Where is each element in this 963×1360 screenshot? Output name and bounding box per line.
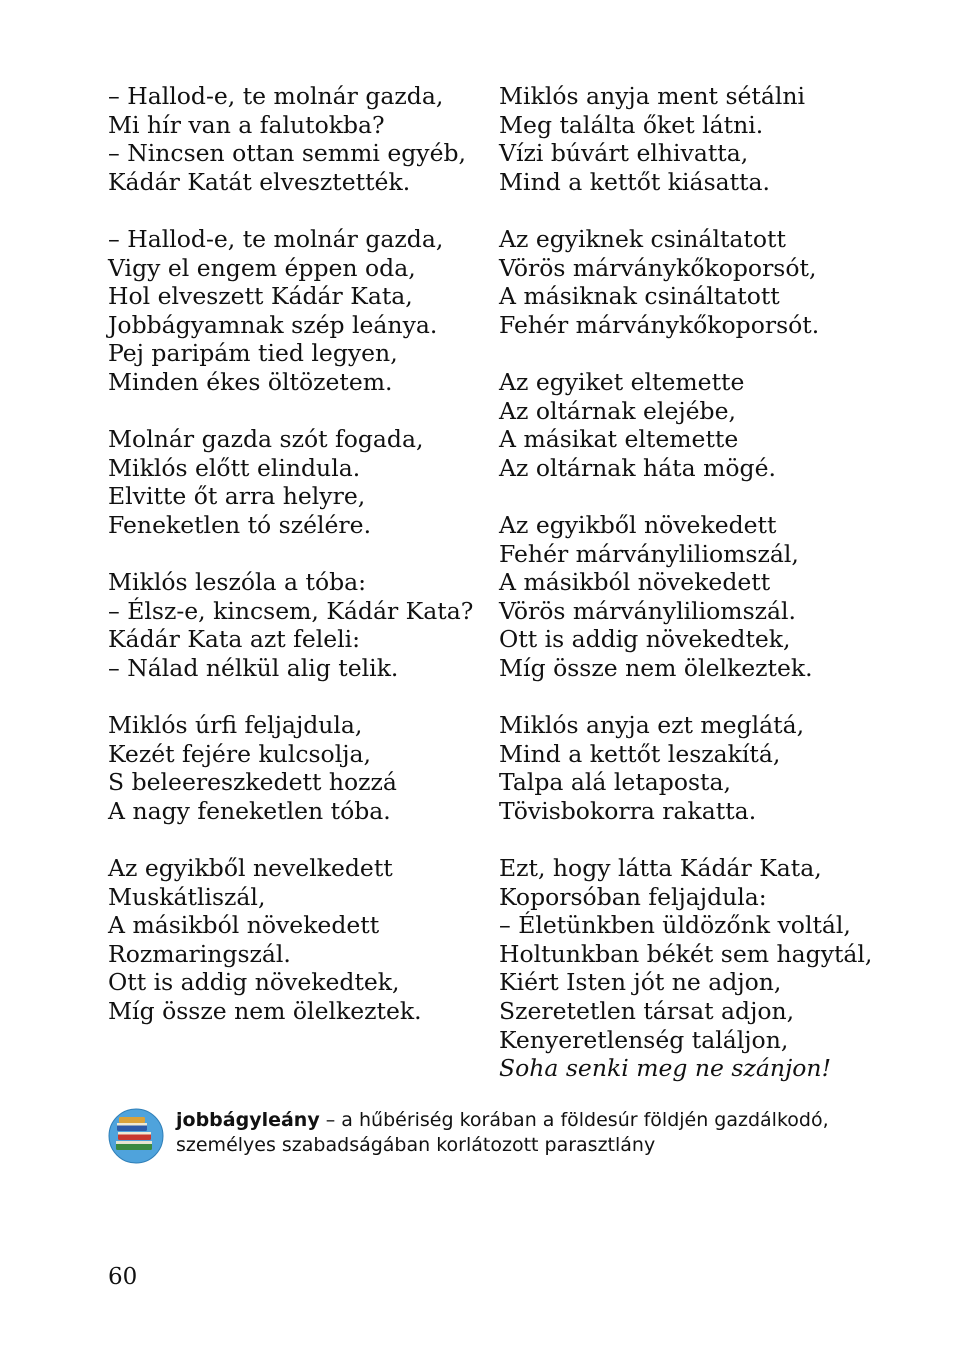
poem-line: Hol elveszett Kádár Kata, — [108, 282, 413, 311]
poem-line: – Élsz-e, kincsem, Kádár Kata? — [108, 596, 474, 625]
poem-line: Feneketlen tó szélére. — [108, 510, 372, 539]
poem-line: – Életünkben üldözőnk voltál, — [499, 911, 851, 940]
poem-line: Vörös márványkőkoporsót, — [499, 253, 817, 282]
poem-line: Elvitte őt arra helyre, — [108, 482, 366, 511]
glossary-note — [108, 1108, 908, 1164]
page-number: 60 — [108, 1264, 138, 1290]
poem-line: Pej paripám tied legyen, — [108, 339, 398, 368]
stanza — [499, 225, 872, 339]
poem-line: Míg össze nem ölelkeztek. — [108, 997, 422, 1025]
poem-line: Míg össze nem ölelkeztek. — [499, 653, 813, 682]
poem-line: Miklós anyja ment sétálni — [499, 82, 806, 110]
stanza — [108, 711, 473, 825]
poem-line: Az egyiknek csináltatott — [499, 224, 786, 253]
poem-line: Kádár Kata azt feleli: — [108, 625, 361, 654]
poem-line: – Hallod-e, te molnár gazda, — [108, 82, 444, 110]
books-icon — [108, 1108, 164, 1164]
stanza — [108, 225, 473, 397]
poem-line: Kádár Katát elvesztették. — [108, 167, 411, 196]
poem-left-column — [108, 82, 473, 1054]
poem-line: A másikból növekedett — [499, 568, 771, 597]
poem-line: Az egyikből nevelkedett — [108, 854, 393, 883]
glossary-term: jobbágyleány — [176, 1109, 320, 1131]
poem-line: A másikat eltemette — [499, 425, 739, 454]
poem-line: Tövisbokorra rakatta. — [499, 796, 757, 825]
poem-line: S beleereszkedett hozzá — [108, 768, 397, 797]
poem-line: A másikból növekedett — [108, 911, 380, 940]
poem-line: Fehér márványliliomszál, — [499, 539, 799, 568]
poem-line: Holtunkban békét sem hagytál, — [499, 939, 873, 968]
poem-line: Ott is addig növekedtek, — [108, 968, 400, 997]
poem-line: Szeretetlen társat adjon, — [499, 997, 795, 1025]
poem-line: Mind a kettőt kiásatta. — [499, 167, 771, 196]
poem-line: A másiknak csináltatott — [499, 282, 780, 311]
poem-line: Vörös márványliliomszál. — [499, 596, 797, 625]
poem-line: Molnár gazda szót fogada, — [108, 425, 424, 454]
stanza — [108, 854, 473, 1026]
stanza — [499, 82, 872, 196]
stanza — [499, 368, 872, 482]
poem-line: Miklós anyja ezt meglátá, — [499, 711, 805, 740]
glossary-definition-line2: személyes szabadságában korlátozott parasztlány — [176, 1134, 656, 1156]
poem-line: – Hallod-e, te molnár gazda, — [108, 224, 444, 253]
stanza — [108, 568, 473, 682]
poem-line: Meg találta őket látni. — [499, 110, 764, 139]
poem-line: Miklós előtt elindula. — [108, 453, 361, 482]
poem-line: Miklós leszóla a tóba: — [108, 568, 367, 597]
poem-line: Fehér márványkőkoporsót. — [499, 310, 820, 339]
poem-line: Jobbágyamnak szép leánya. — [108, 310, 438, 339]
poem-line: Kiért Isten jót ne adjon, — [499, 968, 782, 997]
poem-line: Vigy el engem éppen oda, — [108, 253, 416, 282]
poem-line: Muskátliszál, — [108, 882, 266, 911]
poem-line: – Nincsen ottan semmi egyéb, — [108, 139, 466, 168]
poem-line: Kezét fejére kulcsolja, — [108, 739, 371, 768]
poem-line: Mind a kettőt leszakítá, — [499, 739, 781, 768]
stanza — [499, 854, 872, 1083]
poem-line: Talpa alá letaposta, — [499, 768, 731, 797]
poem-right-column — [499, 82, 872, 1111]
glossary-definition-line1: – a hűbériség korában a földesúr földjén gazdálkodó, — [319, 1109, 829, 1131]
poem-line: Vízi búvárt elhivatta, — [499, 139, 749, 168]
poem-line: Az egyiket eltemette — [499, 367, 745, 396]
stanza — [499, 511, 872, 683]
poem-line: Az oltárnak háta mögé. — [499, 453, 776, 482]
poem-line: Ott is addig növekedtek, — [499, 625, 791, 654]
poem-final-line: Soha senki meg ne szánjon! — [499, 1054, 832, 1083]
stanza — [108, 82, 473, 196]
poem-line: Az oltárnak elejébe, — [499, 396, 736, 425]
poem-line: – Nálad nélkül alig telik. — [108, 653, 399, 682]
poem-line: Ezt, hogy látta Kádár Kata, — [499, 854, 822, 883]
glossary-text — [176, 1108, 829, 1158]
poem-line: Minden ékes öltözetem. — [108, 367, 393, 396]
poem-line: Az egyikből növekedett — [499, 510, 777, 539]
poem-line: Mi hír van a falutokba? — [108, 110, 385, 139]
poem-line: Miklós úrfi feljajdula, — [108, 711, 363, 740]
stanza — [499, 711, 872, 825]
poem-line: A nagy feneketlen tóba. — [108, 796, 391, 825]
poem-line: Kenyeretlenség találjon, — [499, 1025, 789, 1054]
poem-line: Rozmaringszál. — [108, 939, 291, 968]
poem-line: Koporsóban feljajdula: — [499, 882, 767, 911]
stanza — [108, 425, 473, 539]
